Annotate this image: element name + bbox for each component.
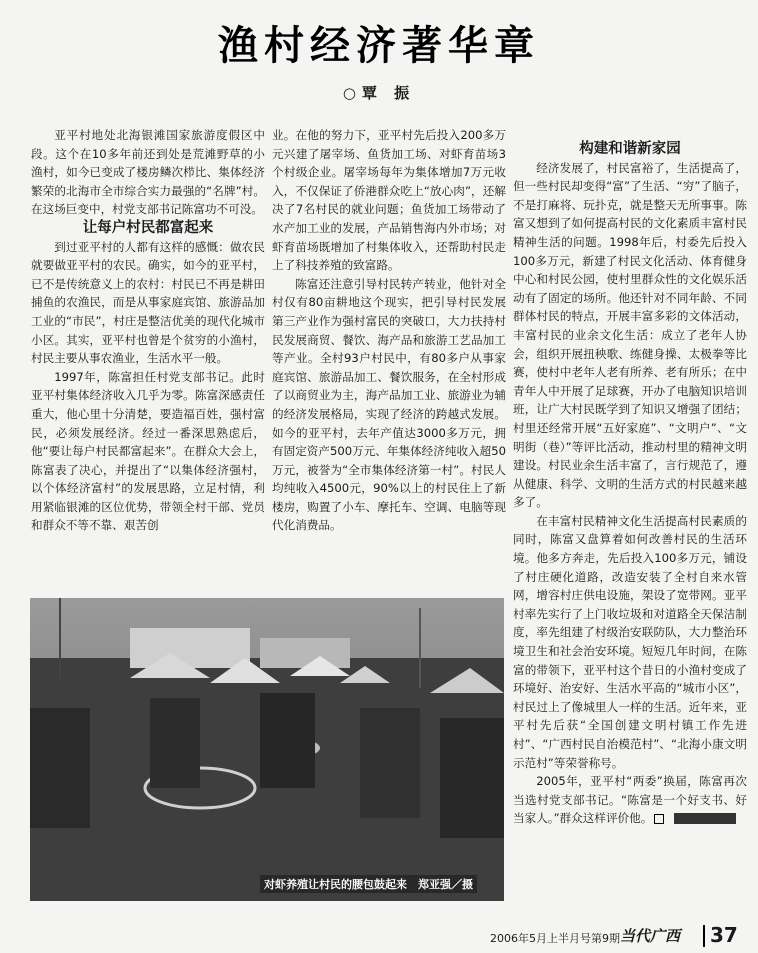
section-heading: 构建和谐新家园 <box>579 141 681 157</box>
body-paragraph: 1997年，陈富担任村党支部书记。此时亚平村集体经济收入几乎为零。陈富深感责任重大，他心里十分清楚，要造福百姓，强村富民，必须发展经济。经过一番深思熟虑后，他“要让每户村民都富起来”。在群众大会上，陈富表了决心，并提出了“以集体经济强村，以个体经济富村”的发展思路，立足村情，利用紧临银滩的区位优势，带领全村干部、党员和群众不等不靠、艰苦创 <box>31 369 265 533</box>
section-heading: 让每户村民都富起来 <box>82 219 214 236</box>
magazine-logo: 当代广西 <box>620 927 681 945</box>
closing-text: 2005年，亚平村“两委”换届，陈富再次当选村党支部书记。“陈富是一个好支书、好当家人。”群众这样评价他。 <box>513 774 747 826</box>
body-paragraph: 业。在他的努力下，亚平村先后投入200多万元兴建了屠宰场、鱼货加工场、对虾育苗场3个村级企业。屠宰场每年为集体增加7万元收入，不仅保证了侨港群众吃上“放心肉”，还解决了7名村民的就业问题；鱼货加工场带动了水产加工业的发展，产品销售海内外市场；对虾育苗场既增加了村集体收入，还帮助村民走上了科技养殖的致富路。 <box>272 128 506 273</box>
body-paragraph: 经济发展了，村民富裕了，生活提高了，但一些村民却变得“富”了生活、“穷”了脑子，不是打麻将、玩扑克，就是整天无所事事。陈富又想到了如何提高村民的文化素质丰富村民精神生活的问题。1998年后，村委先后投入100多万元，新建了村民文化活动、体育健身中心和村民公园，使村里群众性的文化娱乐活动有了固定的场所。他还针对不同年龄、不同群体村民的特点，开展丰富多彩的文体活动，丰富村民的业余文化生活：成立了老年人协会，组织开展扭秧歌、练健身操、太极拳等比赛，使村中老年人老有所养、老有所乐；在中青年人中开展了足球赛，开办了电脑知识培训班，让广大村民既学到了知识又增强了团结；村里还经常开展“五好家庭”、“文明户”、“文明街（巷）”等评比活动，推动村里的精神文明建设。村民业余生活丰富了，言行规范了，遵从健康、科学、文明的生活方式的村民越来越多了。 <box>513 160 747 510</box>
closing-paragraph <box>513 772 747 828</box>
footer-divider <box>703 925 705 947</box>
column-3 <box>513 140 747 828</box>
end-mark-icon <box>654 814 664 824</box>
issue-info: 2006年5月上半月号第9期 <box>490 932 620 945</box>
body-paragraph: 亚平村地处北海银滩国家旅游度假区中段。这个在10多年前还到处是荒滩野草的小渔村，如今已变成了楼房鳞次栉比、集体经济繁荣的北海市全市综合实力最强的“名牌”村。在这场巨变中，村党支部书记陈富功不可没。 <box>31 128 265 217</box>
article-photo <box>30 598 504 901</box>
body-paragraph: 到过亚平村的人都有这样的感慨：做农民就要做亚平村的农民。确实，如今的亚平村，已不是传统意义上的农村：村民已不再是耕田捕鱼的农渔民，而是从事家庭宾馆、旅游品加工业的“市民”，村庄是整洁优美的现代化城市小区。其实，亚平村也曾是个贫穷的小渔村，村民主要从事农渔业，生活水平一般。 <box>31 239 265 366</box>
page-footer <box>380 925 740 947</box>
article-author: ○覃 振 <box>342 84 416 102</box>
editor-stamp <box>674 813 736 824</box>
column-1 <box>31 126 265 535</box>
body-paragraph: 陈富还注意引导村民转产转业，他针对全村仅有80亩耕地这个现实，把引导村民发展第三产业作为强村富民的突破口，大力扶持村民发展商贸、餐饮、海产品和旅游工艺品加工等产业。全村93户村民中，有80多户从事家庭宾馆、旅游品加工、餐饮服务，在全村形成了以商贸业为主，海产品加工业、旅游业为辅的经济发展格局，实现了经济的跨越式发展。如今的亚平村，去年产值达3000多万元，拥有固定资产500万元、年集体经济纯收入超50万元，被誉为“全市集体经济第一村”。村民人均纯收入4500元，90%以上的村民住上了新楼房，购置了小车、摩托车、空调、电脑等现代化消费品。 <box>272 276 506 533</box>
body-paragraph: 在丰富村民精神文化生活提高村民素质的同时，陈富又盘算着如何改善村民的生活环境。他多方奔走，先后投入100多万元，铺设了村庄硬化道路，改造安装了全村自来水管网，增容村庄供电设施，架设了宽带网。亚平村率先实行了上门收垃圾和对道路全天保洁制度，率先组建了村级治安联防队，大力整治环境卫生和社会治安环境。短短几年时间，在陈富的带领下，亚平村这个昔日的小渔村变成了环境好、治安好、生活水平高的“城市小区”，村民过上了像城里人一样的生活。近年来，亚平村先后获“全国创建文明村镇工作先进村”、“广西村民自治模范村”、“北海小康文明示范村”等荣誉称号。 <box>513 513 747 770</box>
photo-caption: 对虾养殖让村民的腰包鼓起来 郑亚强／摄 <box>260 875 477 893</box>
shrimp-farming-photo <box>30 598 504 901</box>
page-number: 37 <box>710 923 738 947</box>
article-title: 渔村经济著华章 <box>218 22 540 69</box>
column-2 <box>272 126 506 535</box>
